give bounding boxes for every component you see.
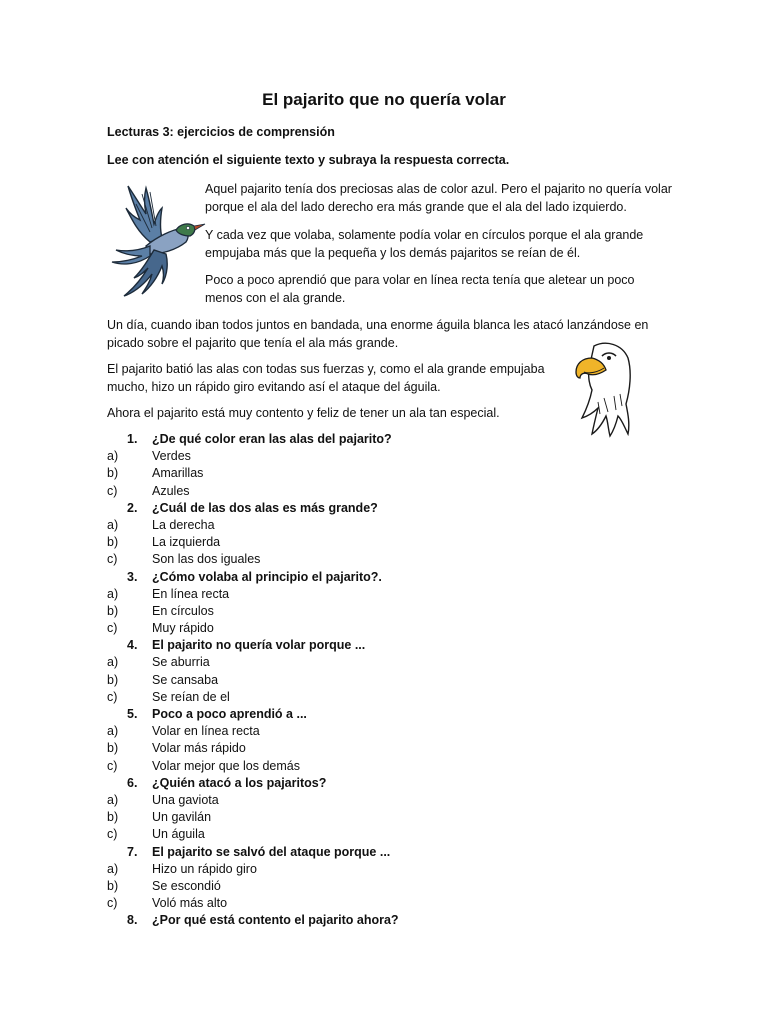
option-letter: a) [107, 449, 119, 464]
option-text: Voló más alto [152, 896, 228, 911]
bird-upper-wing [126, 186, 162, 242]
option-letter: b) [107, 741, 119, 756]
bird-tail [112, 246, 150, 264]
option-letter: a) [107, 655, 119, 670]
question-number: 2. [127, 500, 138, 515]
option-text: En círculos [152, 603, 214, 618]
question-text: Poco a poco aprendió a ... [152, 707, 307, 721]
question-number: 3. [127, 569, 138, 584]
answer-option[interactable] [107, 483, 667, 500]
question-text: ¿Cuál de las dos alas es más grande? [152, 500, 378, 515]
blue-bird-icon [106, 180, 206, 300]
page-title: El pajarito que no quería volar [262, 90, 506, 109]
bird-beak [194, 224, 205, 230]
answer-option[interactable] [107, 826, 667, 843]
question-text: ¿Por qué está contento el pajarito ahora? [152, 913, 399, 928]
option-text: Volar en línea recta [152, 724, 260, 739]
option-letter: a) [107, 517, 119, 532]
eagle-icon [574, 338, 632, 438]
option-text: Azules [152, 483, 190, 498]
option-text: Amarillas [152, 466, 204, 481]
option-letter: b) [107, 672, 119, 687]
answer-option[interactable] [107, 878, 667, 895]
answer-option[interactable] [107, 861, 667, 878]
option-letter: c) [107, 827, 118, 842]
option-letter: c) [107, 621, 118, 636]
question-text: El pajarito no quería volar porque ... [152, 638, 366, 653]
question-text: El pajarito se salvó del ataque porque ... [152, 844, 391, 859]
option-text: Un gavilán [152, 810, 212, 825]
option-text: Hizo un rápido giro [152, 861, 257, 876]
answer-option[interactable] [107, 689, 667, 706]
question-4 [107, 637, 667, 654]
answer-option[interactable] [107, 534, 667, 551]
option-letter: a) [107, 861, 119, 876]
option-text: Una gaviota [152, 792, 219, 807]
answer-option[interactable] [107, 654, 667, 671]
story-paragraph-4: Un día, cuando iban todos juntos en bandada, una enorme águila blanca les atacó lanzándose en picado sobre el pajarito que tenía el ala más grande. [107, 318, 649, 350]
question-6 [107, 775, 667, 792]
question-5 [107, 706, 667, 723]
worksheet-subtitle: Lecturas 3: ejercicios de comprensión [107, 125, 335, 139]
question-number: 4. [127, 638, 138, 653]
option-text: Se reían de el [152, 689, 230, 704]
answer-option[interactable] [107, 723, 667, 740]
story-paragraph-1: Aquel pajarito tenía dos preciosas alas de color azul. Pero el pajarito no quería volar porque el ala del lado derecho era más grande que el ala del lado izquierdo. [205, 182, 672, 214]
option-letter: c) [107, 896, 118, 911]
option-text: Son las dos iguales [152, 552, 261, 567]
question-number: 1. [127, 432, 138, 446]
option-letter: a) [107, 724, 119, 739]
answer-option[interactable] [107, 586, 667, 603]
option-text: Se escondió [152, 878, 221, 893]
answer-option[interactable] [107, 603, 667, 620]
answer-option[interactable] [107, 740, 667, 757]
instruction-text: Lee con atención el siguiente texto y subraya la respuesta correcta. [107, 153, 510, 167]
question-number: 8. [127, 913, 138, 928]
question-text: ¿Quién atacó a los pajaritos? [152, 775, 327, 790]
answer-option[interactable] [107, 792, 667, 809]
answer-option[interactable] [107, 672, 667, 689]
option-text: La izquierda [152, 535, 221, 550]
question-3 [107, 569, 667, 586]
question-8 [107, 912, 667, 929]
option-text: Un águila [152, 827, 205, 842]
question-7 [107, 844, 667, 861]
answer-option[interactable] [107, 620, 667, 637]
option-letter: b) [107, 878, 119, 893]
answer-option[interactable] [107, 758, 667, 775]
question-number: 5. [127, 707, 138, 721]
option-letter: c) [107, 483, 118, 498]
question-number: 6. [127, 775, 138, 790]
story-paragraph-2: Y cada vez que volaba, solamente podía volar en círculos porque el ala grande empujaba más que la pequeña y los demás pajaritos se reían de él. [205, 228, 644, 260]
eagle-eye [607, 356, 611, 360]
option-letter: b) [107, 466, 119, 481]
question-number: 7. [127, 844, 138, 859]
option-text: Volar mejor que los demás [152, 758, 300, 773]
story-paragraph-5: El pajarito batió las alas con todas sus fuerzas y, como el ala grande empujaba mucho, hizo un rápido giro evitando así el ataque del águila. [107, 362, 545, 394]
story-paragraph-3: Poco a poco aprendió que para volar en línea recta tenía que aletear un poco menos con el ala grande. [205, 273, 635, 305]
eagle-head [582, 343, 630, 436]
option-letter: c) [107, 552, 118, 567]
option-letter: c) [107, 758, 118, 773]
option-text: Verdes [152, 449, 191, 464]
option-letter: a) [107, 586, 119, 601]
option-text: Se aburria [152, 655, 210, 670]
answer-option[interactable] [107, 895, 667, 912]
question-2 [107, 500, 667, 517]
option-text: En línea recta [152, 586, 230, 601]
answer-option[interactable] [107, 517, 667, 534]
option-text: Muy rápido [152, 621, 214, 636]
option-letter: b) [107, 810, 119, 825]
question-list [107, 431, 667, 929]
option-text: Se cansaba [152, 672, 219, 687]
answer-option[interactable] [107, 551, 667, 568]
story-paragraph-6: Ahora el pajarito está muy contento y feliz de tener un ala tan especial. [107, 406, 500, 420]
question-1 [107, 431, 667, 448]
option-letter: a) [107, 792, 119, 807]
option-letter: b) [107, 603, 119, 618]
option-text: La derecha [152, 517, 215, 532]
question-text: ¿De qué color eran las alas del pajarito? [152, 432, 392, 446]
option-letter: b) [107, 535, 119, 550]
answer-option[interactable] [107, 809, 667, 826]
answer-option[interactable] [107, 448, 667, 465]
question-text: ¿Cómo volaba al principio el pajarito?. [152, 569, 382, 584]
option-letter: c) [107, 689, 118, 704]
answer-option[interactable] [107, 465, 667, 482]
option-text: Volar más rápido [152, 741, 246, 756]
